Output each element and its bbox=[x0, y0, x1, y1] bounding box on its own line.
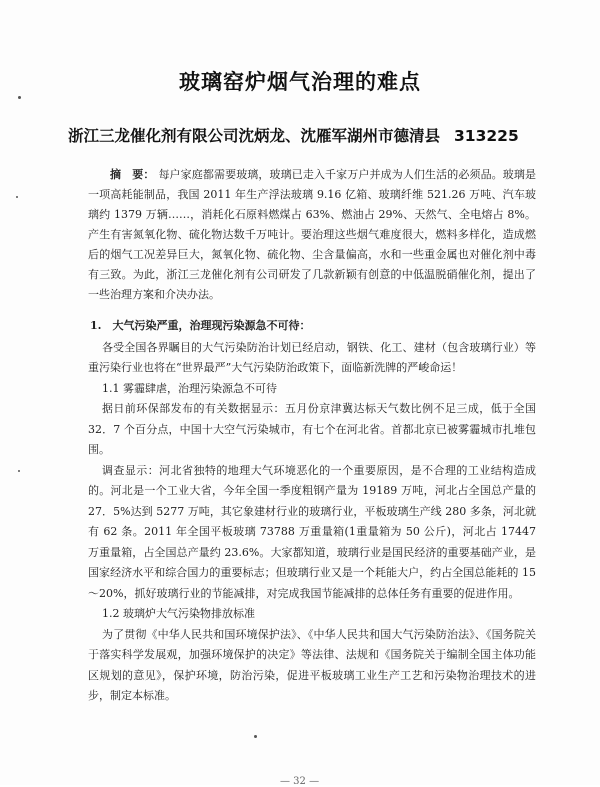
abstract bbox=[88, 165, 536, 305]
scan-speck bbox=[18, 470, 20, 472]
section-1-1-heading: 1.1 雾霾肆虐，治理污染源急不可待 bbox=[102, 381, 277, 395]
abstract-text: 每户家庭都需要玻璃，玻璃已走入千家万户并成为人们生活的必须品。玻璃是一项高耗能制品，我国 2011 年生产浮法玻璃 9.16 亿箱、玻璃纤维 521.26 万吨、汽车玻璃约 1379 万辆……，消耗化石原料燃煤占 63%、燃油占 29%、天然气、全电熔占 8%。产生有害氮氧化物、硫化物达数千万吨计。要治理这些烟气难度很大，燃料多样化，造成燃后的烟气工况差异巨大，氮氧化物、硫化物、尘含量偏高，水和一些重金属也对催化剂中毒有三致。为此，浙江三龙催化剂有公司研发了几款新颖有创意的中低温脱硝催化剂，提出了一些治理方案和介决办法。 bbox=[88, 168, 537, 301]
author-line: 浙江三龙催化剂有限公司沈炳龙、沈雁军湖州市德清县 bbox=[68, 127, 441, 145]
paper-title: 玻璃窑炉烟气治理的难点 bbox=[179, 70, 421, 94]
section-1-paragraph: 各受全国各界瞩目的大气污染防治计划已经启动，钢铁、化工、建材（包含玻璃行业）等重污染行业也将在“世界最严”大气污染防治政策下，面临新洗牌的严峻命运！ bbox=[88, 340, 536, 374]
section-1-1-paragraph-1: 据日前环保部发布的有关数据显示：五月份京津冀达标天气数比例不足三成，低于全国 32．7 个百分点，中国十大空气污染城市，有七个在河北省。首都北京已被雾霾城市扎堆包围。 bbox=[88, 402, 536, 456]
section-1-1-paragraph-2: 调查显示：河北省独特的地理大气环境恶化的一个重要原因，是不合理的工业结构造成的。河北是一个工业大省，今年全国一季度粗钢产量为 19189 万吨，河北占全国总产量的 27．5%达到 5277 万吨，其它象建材行业的玻璃行业，平板玻璃生产线 280 多条，河北就有 62 条。2011 年全国平板玻璃 73788 万重量箱(1重量箱为 50 公斤)，河北占 17447 万重量箱，占全国总产量约 23.6%。大家都知道，玻璃行业是国民经济的重要基础产业，是国家经济水平和综合国力的重要标志；但玻璃行业又是一个耗能大户，约占全国总能耗的 15～20%，抓好玻璃行业的节能减排，对完成我国节能减排的总体任务有重要的促进作用。 bbox=[88, 463, 536, 600]
body-text bbox=[88, 316, 536, 707]
scan-speck bbox=[254, 735, 257, 738]
section-1-2-heading: 1.2 玻璃炉大气污染物排放标准 bbox=[102, 607, 255, 620]
scan-speck bbox=[18, 96, 21, 99]
abstract-label: 摘 要： bbox=[110, 168, 155, 181]
page-number: — 32 — bbox=[280, 776, 320, 787]
section-1-heading: 1. 大气污染严重，治理现污染源急不可待： bbox=[90, 319, 311, 332]
author-affiliation bbox=[68, 124, 568, 146]
section-1-2-paragraph: 为了贯彻《中华人民共和国环境保护法》、《中华人民共和国大气污染防治法》、《国务院关于落实科学发展观，加强环境保护的决定》等法律、法规和《国务院关于编制全国主体功能区规划的意见》，保护环境，防治污染，促进平板玻璃工业生产工艺和污染物治理技术的进步，制定本标准。 bbox=[88, 627, 536, 702]
scan-speck bbox=[16, 196, 18, 198]
postal-code: 313225 bbox=[454, 127, 519, 145]
